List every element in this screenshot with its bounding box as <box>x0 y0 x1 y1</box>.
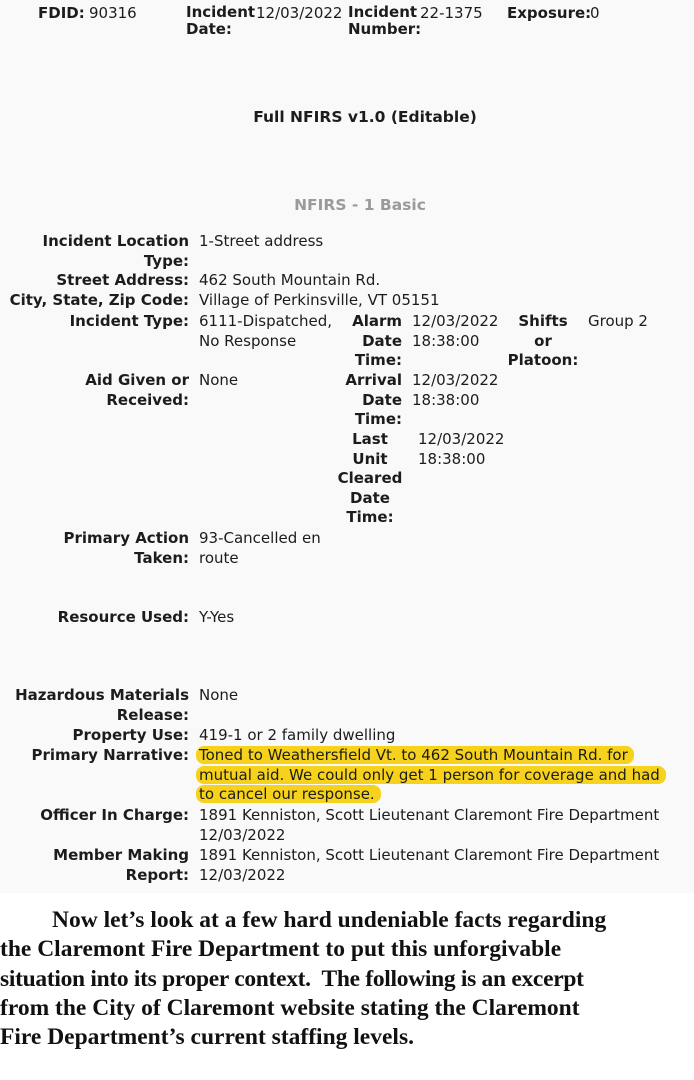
city-state-zip-label: City, State, Zip Code: <box>9 291 189 309</box>
body-line: Now let’s look at a few hard undeniable facts regarding <box>52 907 607 933</box>
alarm-date-time-label: Alarm Date Time: <box>352 312 402 370</box>
body-paragraph <box>0 906 694 1052</box>
street-address-value: 462 South Mountain Rd. <box>199 271 381 289</box>
aid-given-or-received-label: Aid Given or Received: <box>85 371 189 409</box>
last-unit-cleared-value: 12/03/2022 18:38:00 <box>418 430 505 468</box>
fdid-value: 90316 <box>89 4 137 22</box>
narrative-line: mutual aid. We could only get 1 person for coverage and had <box>196 766 666 784</box>
member-making-report-label: Member Making Report: <box>53 846 189 884</box>
property-use-label: Property Use: <box>72 726 189 744</box>
city-state-zip-value: Village of Perkinsville, VT 05151 <box>199 291 440 309</box>
incident-date-label: Incident Date: <box>186 3 256 38</box>
last-unit-cleared-label: Last Unit Cleared Date Time: <box>337 430 403 527</box>
shifts-or-platoon-label: Shifts or Platoon: <box>507 312 579 370</box>
hazardous-materials-release-value: None <box>199 686 239 704</box>
officer-in-charge-label: Officer In Charge: <box>40 806 189 824</box>
incident-date-value: 12/03/2022 <box>256 4 343 22</box>
property-use-value: 419-1 or 2 family dwelling <box>199 726 396 744</box>
incident-type-label: Incident Type: <box>69 312 189 330</box>
member-making-report-value: 1891 Kenniston, Scott Lieutenant Claremont Fire Department 12/03/2022 <box>199 846 660 884</box>
hazardous-materials-release-label: Hazardous Materials Release: <box>15 686 189 724</box>
aid-given-or-received-value: None <box>199 371 239 389</box>
alarm-date-time-value: 12/03/2022 18:38:00 <box>412 312 499 350</box>
exposure-value: 0 <box>590 4 600 22</box>
fdid-label: FDID: <box>38 4 85 22</box>
narrative-line: Toned to Weathersfield Vt. to 462 South Mountain Rd. for <box>196 746 634 764</box>
incident-type-value: 6111-Dispatched, No Response <box>199 312 332 350</box>
report-subtitle: NFIRS - 1 Basic <box>294 196 426 214</box>
primary-action-taken-value: 93-Cancelled en route <box>199 529 321 567</box>
primary-narrative-label: Primary Narrative: <box>31 746 189 764</box>
street-address-label: Street Address: <box>56 271 189 289</box>
exposure-label: Exposure: <box>507 4 592 22</box>
body-line: situation into its proper context. The following is an excerpt <box>0 965 584 992</box>
primary-narrative-text <box>199 746 666 805</box>
resource-used-label: Resource Used: <box>57 608 189 626</box>
body-line: from the City of Claremont website stating the Claremont <box>0 994 580 1021</box>
body-line: Fire Department’s current staffing levels. <box>0 1024 414 1051</box>
body-line: the Claremont Fire Department to put this unforgivable <box>0 936 562 963</box>
incident-location-type-label: Incident Location Type: <box>42 232 189 270</box>
report-title: Full NFIRS v1.0 (Editable) <box>253 108 477 126</box>
narrative-line: to cancel our response. <box>196 785 381 803</box>
arrival-date-time-value: 12/03/2022 18:38:00 <box>412 371 499 409</box>
arrival-date-time-label: Arrival Date Time: <box>345 371 402 429</box>
shifts-or-platoon-value: Group 2 <box>588 312 648 330</box>
officer-in-charge-value: 1891 Kenniston, Scott Lieutenant Claremont Fire Department 12/03/2022 <box>199 806 660 844</box>
incident-location-type-value: 1-Street address <box>199 232 324 250</box>
primary-action-taken-label: Primary Action Taken: <box>63 529 189 567</box>
incident-number-value: 22-1375 <box>420 4 483 22</box>
incident-number-label: Incident Number: <box>348 3 422 38</box>
resource-used-value: Y-Yes <box>199 608 235 626</box>
